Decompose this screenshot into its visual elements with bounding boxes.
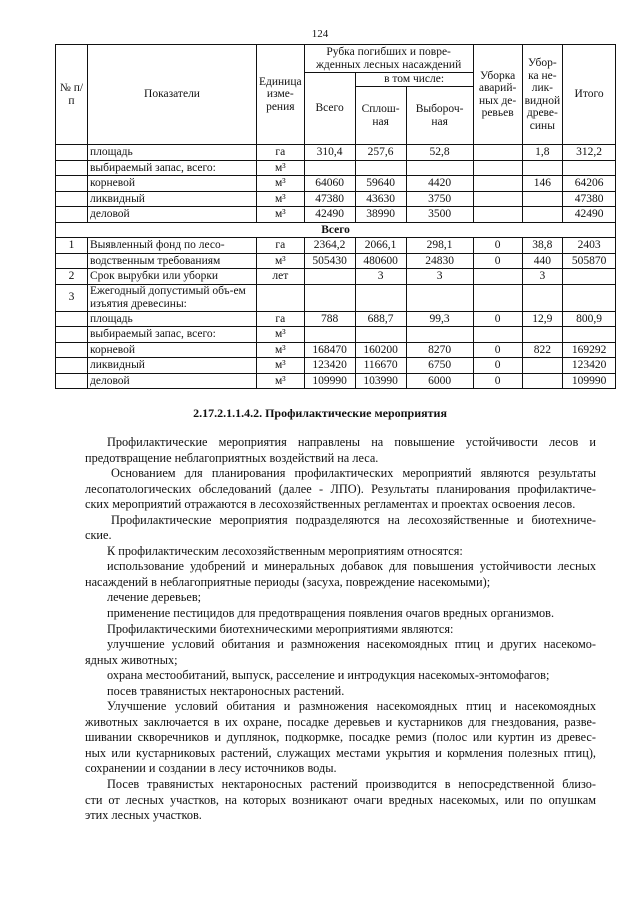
row-selective: 99,3 [406, 311, 473, 327]
row-emergency [473, 176, 522, 192]
forest-felling-table [55, 44, 616, 389]
paragraph-line: этих лесных участков. [85, 808, 202, 823]
paragraph-line: Профилактические мероприятия подразделяются на лесохозяйственные и биотехниче- [111, 512, 596, 527]
row-clear: 3 [355, 269, 406, 285]
paragraph-line: К профилактическим лесохозяйственным мероприятиям относятся: [107, 543, 463, 558]
table-row [56, 160, 616, 176]
row-indicator: площадь [88, 311, 257, 327]
row-num [56, 311, 88, 327]
paragraph [85, 559, 596, 590]
table-row [56, 311, 616, 327]
row-illiquid: 440 [522, 253, 563, 269]
row-indicator: корневой [88, 342, 257, 358]
paragraph-line: использование удобрений и минеральных добавок для повышения устойчивости лесных [107, 559, 596, 574]
table-row [56, 342, 616, 358]
row-num [56, 253, 88, 269]
row-emergency [473, 145, 522, 161]
paragraph-line: сохранении и создании в лесу источников воды. [85, 761, 337, 776]
paragraph [85, 637, 596, 668]
paragraph [85, 544, 596, 560]
row-clear: 59640 [355, 176, 406, 192]
row-illiquid: 12,9 [522, 311, 563, 327]
row-selective: 6750 [406, 358, 473, 374]
paragraph [85, 684, 596, 700]
row-emergency: 0 [473, 373, 522, 389]
row-total: 123420 [304, 358, 355, 374]
row-unit: м³ [257, 207, 305, 223]
row-indicator: Срок вырубки или уборки [88, 269, 257, 285]
table-row [56, 284, 616, 311]
row-unit: м³ [257, 191, 305, 207]
row-num: 2 [56, 269, 88, 285]
paragraph-line: ских мероприятий отражаются в лесохозяйственных регламентах и проектах освоения лесов. [85, 497, 576, 512]
header-felling-group: Рубка погибших и повре-жденных лесных насаждений [304, 45, 473, 73]
row-indicator: выбираемый запас, всего: [88, 160, 257, 176]
row-clear [355, 327, 406, 343]
row-clear [355, 284, 406, 311]
row-sum: 800,9 [563, 311, 616, 327]
row-sum: 123420 [563, 358, 616, 374]
header-selective: Выбороч-ная [406, 87, 473, 145]
row-illiquid [522, 284, 563, 311]
header-sum: Итого [563, 45, 616, 145]
row-unit: м³ [257, 176, 305, 192]
paragraph-line: Профилактические мероприятия направлены на повышение устойчивости лесов и [107, 435, 596, 449]
row-unit: га [257, 145, 305, 161]
header-total: Всего [304, 73, 355, 145]
row-selective: 298,1 [406, 238, 473, 254]
row-total: 64060 [304, 176, 355, 192]
row-illiquid [522, 191, 563, 207]
row-illiquid: 1,8 [522, 145, 563, 161]
row-indicator: деловой [88, 207, 257, 223]
row-indicator: ликвидный [88, 358, 257, 374]
paragraph [85, 435, 596, 466]
row-total: 788 [304, 311, 355, 327]
row-unit: га [257, 238, 305, 254]
row-selective: 3500 [406, 207, 473, 223]
table-row [56, 145, 616, 161]
header-num: № п/п [56, 45, 88, 145]
row-indicator: деловой [88, 373, 257, 389]
paragraph-line: Профилактическими биотехническими мероприятиями являются: [107, 621, 454, 636]
row-indicator: Выявленный фонд по лесо- [88, 238, 257, 254]
table-row [56, 253, 616, 269]
row-unit: м³ [257, 327, 305, 343]
row-unit: м³ [257, 342, 305, 358]
row-emergency: 0 [473, 238, 522, 254]
row-indicator: выбираемый запас, всего: [88, 327, 257, 343]
header-illiquid: Убор-ка не-лик-видной древе-сины [522, 45, 563, 145]
row-emergency: 0 [473, 311, 522, 327]
row-unit: лет [257, 269, 305, 285]
header-including: в том числе: [355, 73, 473, 87]
row-emergency [473, 284, 522, 311]
row-clear: 480600 [355, 253, 406, 269]
row-total [304, 269, 355, 285]
paragraph [85, 466, 596, 513]
row-unit [257, 284, 305, 311]
row-emergency [473, 269, 522, 285]
table-row [56, 207, 616, 223]
section-total-label: Всего [56, 222, 616, 238]
paragraph [85, 606, 596, 622]
body-text [85, 435, 596, 824]
paragraph [85, 699, 596, 777]
paragraph-line: улучшение условий обитания и размножения насекомоядных птиц и других насекомо- [107, 637, 596, 652]
table-row [56, 176, 616, 192]
row-total [304, 160, 355, 176]
row-emergency [473, 207, 522, 223]
row-num [56, 145, 88, 161]
header-emergency: Уборка аварий-ных де-ревьев [473, 45, 522, 145]
row-illiquid [522, 160, 563, 176]
row-total: 310,4 [304, 145, 355, 161]
paragraph-line: лесопатологических обследований (далее - ЛПО). Результаты планирования профилактиче- [85, 481, 596, 496]
row-total: 42490 [304, 207, 355, 223]
row-num [56, 327, 88, 343]
section-heading: 2.17.2.1.1.4.2. Профилактические мероприятия [193, 406, 447, 420]
row-sum: 64206 [563, 176, 616, 192]
paragraph-line: Улучшение условий обитания и размножения насекомоядных птиц и насекомоядных [107, 699, 596, 714]
row-sum [563, 327, 616, 343]
paragraph-line: посев травянистых нектароносных растений. [107, 683, 345, 698]
row-selective [406, 284, 473, 311]
row-num [56, 160, 88, 176]
row-selective [406, 160, 473, 176]
row-sum: 42490 [563, 207, 616, 223]
table-row [56, 238, 616, 254]
paragraph [85, 513, 596, 544]
row-clear: 103990 [355, 373, 406, 389]
paragraph-line: насаждений в неблагоприятные периоды (засуха, повреждение насекомыми); [85, 574, 491, 589]
row-emergency: 0 [473, 342, 522, 358]
row-total: 109990 [304, 373, 355, 389]
table-row [56, 327, 616, 343]
row-selective: 3750 [406, 191, 473, 207]
row-total [304, 284, 355, 311]
paragraph-line: предотвращение неблагоприятных воздействий на леса. [85, 450, 379, 465]
row-illiquid [522, 373, 563, 389]
row-unit: м³ [257, 160, 305, 176]
row-indicator: ликвидный [88, 191, 257, 207]
row-sum: 2403 [563, 238, 616, 254]
row-sum: 312,2 [563, 145, 616, 161]
paragraph [85, 590, 596, 606]
paragraph-line: шивании скворечников и дуплянок, подкормке, посадке ремиз (полос или куртин из древес- [85, 730, 596, 745]
row-selective: 6000 [406, 373, 473, 389]
paragraph-line: лечение деревьев; [107, 590, 202, 605]
paragraph-line: ядных животных; [85, 652, 178, 667]
row-total: 2364,2 [304, 238, 355, 254]
paragraph [85, 668, 596, 684]
row-selective [406, 327, 473, 343]
row-selective: 24830 [406, 253, 473, 269]
row-indicator: водственным требованиям [88, 253, 257, 269]
row-num: 3 [56, 284, 88, 311]
row-clear: 43630 [355, 191, 406, 207]
page-number: 124 [311, 28, 329, 40]
row-emergency [473, 191, 522, 207]
paragraph-line: Посев травянистых нектароносных растений производится в непосредственной близо- [107, 777, 596, 792]
row-sum: 109990 [563, 373, 616, 389]
row-sum: 169292 [563, 342, 616, 358]
table-row [56, 373, 616, 389]
table-row [56, 269, 616, 285]
row-unit: м³ [257, 253, 305, 269]
row-illiquid: 146 [522, 176, 563, 192]
row-sum [563, 269, 616, 285]
row-num [56, 176, 88, 192]
row-unit: м³ [257, 358, 305, 374]
row-illiquid [522, 207, 563, 223]
row-sum: 505870 [563, 253, 616, 269]
header-clear: Сплош-ная [355, 87, 406, 145]
paragraph-line: охрана местообитаний, выпуск, расселение и интродукция насекомых-энтомофагов; [107, 668, 550, 683]
row-unit: м³ [257, 373, 305, 389]
paragraph-line: ных или кустарниковых растений, служащих местами укрытия и кормления полезных птиц), [85, 745, 596, 760]
row-sum [563, 160, 616, 176]
row-emergency: 0 [473, 253, 522, 269]
paragraph-line: применение пестицидов для предотвращения появления очагов вредных организмов. [107, 606, 555, 621]
row-num [56, 358, 88, 374]
row-clear: 688,7 [355, 311, 406, 327]
row-illiquid: 822 [522, 342, 563, 358]
row-emergency [473, 160, 522, 176]
row-emergency: 0 [473, 358, 522, 374]
paragraph [85, 622, 596, 638]
paragraph-line: сти от лесных участков, на которых возникают очаги вредных насекомых, или по опушкам [85, 792, 596, 807]
row-unit: га [257, 311, 305, 327]
row-selective: 3 [406, 269, 473, 285]
row-clear: 257,6 [355, 145, 406, 161]
row-emergency [473, 327, 522, 343]
row-total: 168470 [304, 342, 355, 358]
row-clear: 38990 [355, 207, 406, 223]
row-selective: 4420 [406, 176, 473, 192]
row-num [56, 342, 88, 358]
row-clear: 116670 [355, 358, 406, 374]
row-total [304, 327, 355, 343]
row-clear: 2066,1 [355, 238, 406, 254]
row-clear: 160200 [355, 342, 406, 358]
row-selective: 8270 [406, 342, 473, 358]
row-num [56, 191, 88, 207]
header-unit: Единица изме-рения [257, 45, 305, 145]
row-total: 505430 [304, 253, 355, 269]
row-illiquid: 3 [522, 269, 563, 285]
row-sum: 47380 [563, 191, 616, 207]
row-num [56, 373, 88, 389]
row-indicator: Ежегодный допустимый объ-ем изъятия древесины: [88, 284, 257, 311]
row-illiquid: 38,8 [522, 238, 563, 254]
row-selective: 52,8 [406, 145, 473, 161]
row-clear [355, 160, 406, 176]
table-row [56, 358, 616, 374]
paragraph-line: животных заключается в их охране, посадке деревьев и кустарников для гнездования, разве- [85, 714, 596, 729]
row-num [56, 207, 88, 223]
header-indicator: Показатели [88, 45, 257, 145]
row-total: 47380 [304, 191, 355, 207]
row-indicator: площадь [88, 145, 257, 161]
paragraph-line: Основанием для планирования профилактических мероприятий являются результаты [111, 466, 596, 481]
row-num: 1 [56, 238, 88, 254]
row-illiquid [522, 358, 563, 374]
row-sum [563, 284, 616, 311]
row-illiquid [522, 327, 563, 343]
paragraph [85, 777, 596, 824]
row-indicator: корневой [88, 176, 257, 192]
paragraph-line: ские. [85, 528, 112, 543]
table-row [56, 191, 616, 207]
